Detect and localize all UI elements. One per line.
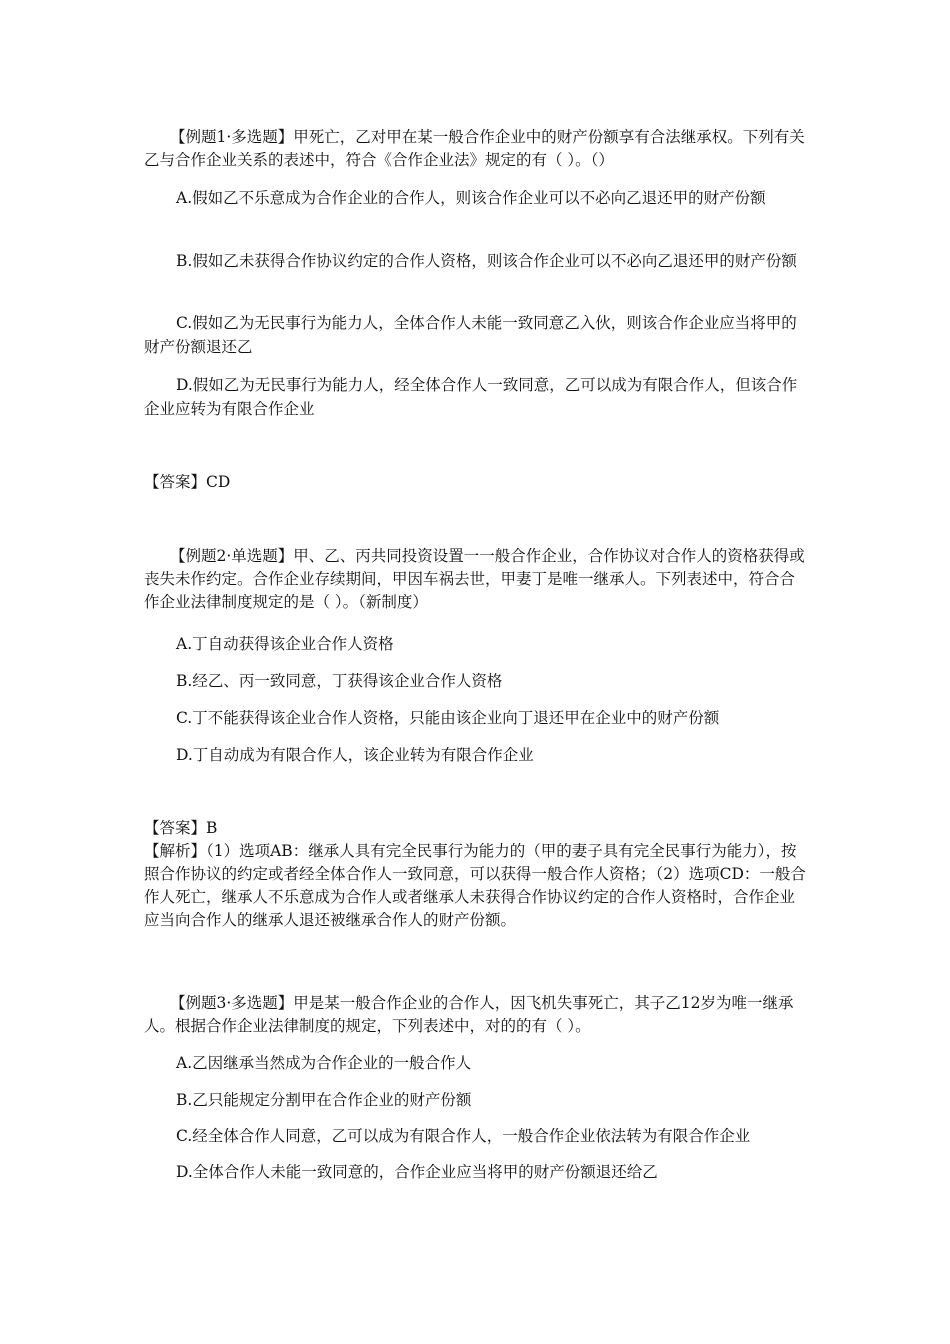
question-1-answer: 【答案】CD xyxy=(144,473,231,491)
question-3-option-d: D.全体合作人未能一致同意的，合作企业应当将甲的财产份额退还给乙 xyxy=(176,1163,658,1181)
question-1-option-c: C.假如乙为无民事行为能力人，全体合作人未能一致同意乙入伙，则该合作企业应当将甲的财产份额退还乙 xyxy=(144,314,797,356)
question-1-option-a: A.假如乙不乐意成为合作企业的合作人，则该合作企业可以不必向乙退还甲的财产份额 xyxy=(176,189,766,207)
question-1-option-d: D.假如乙为无民事行为能力人，经全体合作人一致同意，乙可以成为有限合作人，但该合作企业应转为有限合作企业 xyxy=(144,376,798,418)
question-2-option-c: C.丁不能获得该企业合作人资格，只能由该企业向丁退还甲在企业中的财产份额 xyxy=(176,709,720,727)
question-2-analysis: 【解析】（1）选项AB：继承人具有完全民事行为能力的（甲的妻子具有完全民事行为能力），按照合作协议的约定或者经全体合作人一致同意，可以获得一般合作人资格；（2）选项CD：一般合作人死亡，继承人不乐意成为合作人或者继承人未获得合作协议约定的合作人资格时，合作企业应当向合作人的继承人退还被继承合作人的财产份额。 xyxy=(144,842,806,929)
question-3-stem: 【例题3·多选题】甲是某一般合作企业的合作人，因飞机失事死亡，其子乙12岁为唯一继承人。根据合作企业法律制度的规定，下列表述中，对的的有（ ）。 xyxy=(144,994,794,1035)
question-2-answer: 【答案】B xyxy=(144,819,218,837)
question-2-stem: 【例题2·单选题】甲、乙、丙共同投资设置一一般合作企业，合作协议对合作人的资格获得或丧失未作约定。合作企业存续期间，甲因车祸去世，甲妻丁是唯一继承人。下列表述中，符合合作企业法律制度规定的是（ ）。（新制度） xyxy=(144,547,805,611)
question-3-option-c: C.经全体合作人同意，乙可以成为有限合作人，一般合作企业依法转为有限合作企业 xyxy=(176,1127,751,1145)
question-2-option-a: A.丁自动获得该企业合作人资格 xyxy=(176,635,394,653)
question-1-stem: 【例题1·多选题】甲死亡，乙对甲在某一般合作企业中的财产份额享有合法继承权。下列有关乙与合作企业关系的表述中，符合《合作企业法》规定的有（ ）。（） xyxy=(144,128,805,169)
question-2-option-b: B.经乙、丙一致同意，丁获得该企业合作人资格 xyxy=(176,672,503,690)
question-2-option-d: D.丁自动成为有限合作人，该企业转为有限合作企业 xyxy=(176,746,534,764)
question-3-option-a: A.乙因继承当然成为合作企业的一般合作人 xyxy=(176,1054,472,1072)
question-3-option-b: B.乙只能规定分割甲在合作企业的财产份额 xyxy=(176,1091,472,1109)
question-1-option-b: B.假如乙未获得合作协议约定的合作人资格，则该合作企业可以不必向乙退还甲的财产份额 xyxy=(176,252,797,270)
